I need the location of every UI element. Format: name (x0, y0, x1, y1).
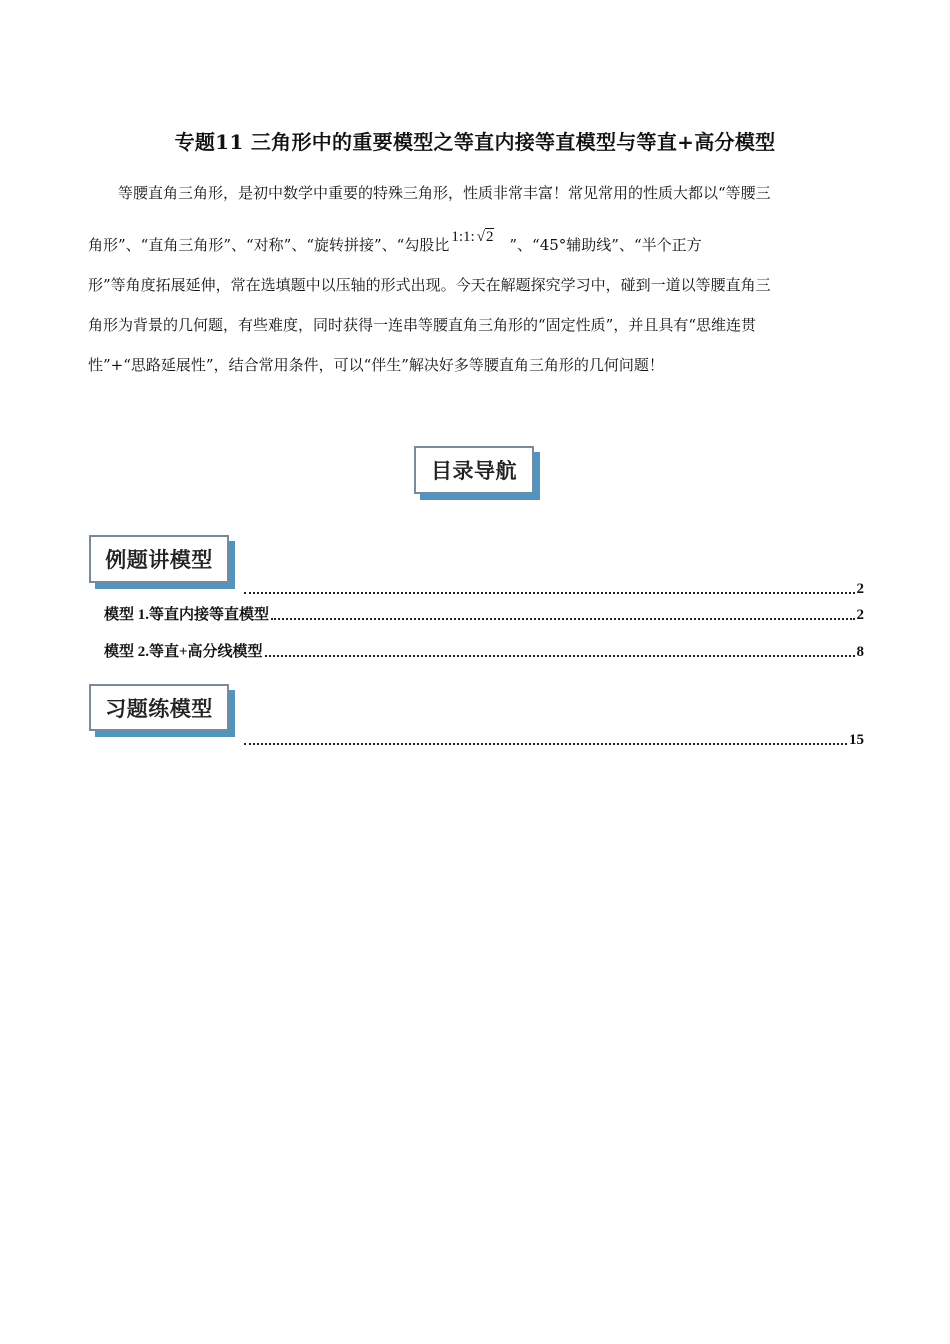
toc-entry-label: 模型 1.等直内接等直模型 (104, 607, 270, 623)
toc-page-number: 2 (856, 581, 864, 597)
toc-dot-leader (244, 742, 847, 745)
intro-line-5: 性”+“思路延展性”，结合常用条件，可以“伴生”解决好多等腰直角三角形的几何问题！ (88, 356, 664, 374)
page-title: 专题11 三角形中的重要模型之等直内接等直模型与等直+高分模型 (174, 130, 776, 154)
toc-entry-practice[interactable] (242, 729, 864, 749)
toc-entry-model-1[interactable] (104, 604, 864, 624)
toc-dot-leader (244, 591, 855, 594)
ratio-radicand: 2 (485, 229, 494, 245)
intro-line-2-part-a: 角形”、“直角三角形”、“对称”、“旋转拼接”、“勾股比 (88, 236, 450, 254)
examples-section-label[interactable]: 例题讲模型 (89, 535, 229, 583)
practice-section-label[interactable]: 习题练模型 (89, 684, 229, 731)
intro-paragraph (88, 178, 858, 380)
intro-line-1: 等腰直角三角形，是初中数学中重要的特殊三角形，性质非常丰富！常见常用的性质大都以“等腰三 (118, 184, 771, 202)
toc-navigation-heading: 目录导航 (414, 446, 534, 494)
intro-line-2-part-b: ”、“45°辅助线”、“半个正方 (509, 236, 702, 254)
toc-dot-leader (265, 654, 855, 657)
toc-entry-label: 模型 2.等直+高分线模型 (104, 644, 263, 660)
toc-page-number: 15 (849, 732, 864, 748)
toc-page-number: 2 (856, 607, 864, 623)
toc-dot-leader (271, 617, 854, 620)
sqrt-sign: √ (476, 229, 485, 245)
toc-entry-examples[interactable] (242, 578, 864, 598)
toc-entry-model-2[interactable] (104, 641, 864, 661)
intro-line-2 (88, 230, 858, 260)
intro-line-3: 形”等角度拓展延伸，常在选填题中以压轴的形式出现。今天在解题探究学习中，碰到一道以等腰直角三 (88, 276, 771, 294)
toc-page-number: 8 (856, 644, 864, 660)
ratio-prefix: 1:1: (451, 229, 475, 245)
intro-line-4: 角形为背景的几何题，有些难度，同时获得一连串等腰直角三角形的“固定性质”，并且具有“思维连贯 (88, 316, 757, 334)
